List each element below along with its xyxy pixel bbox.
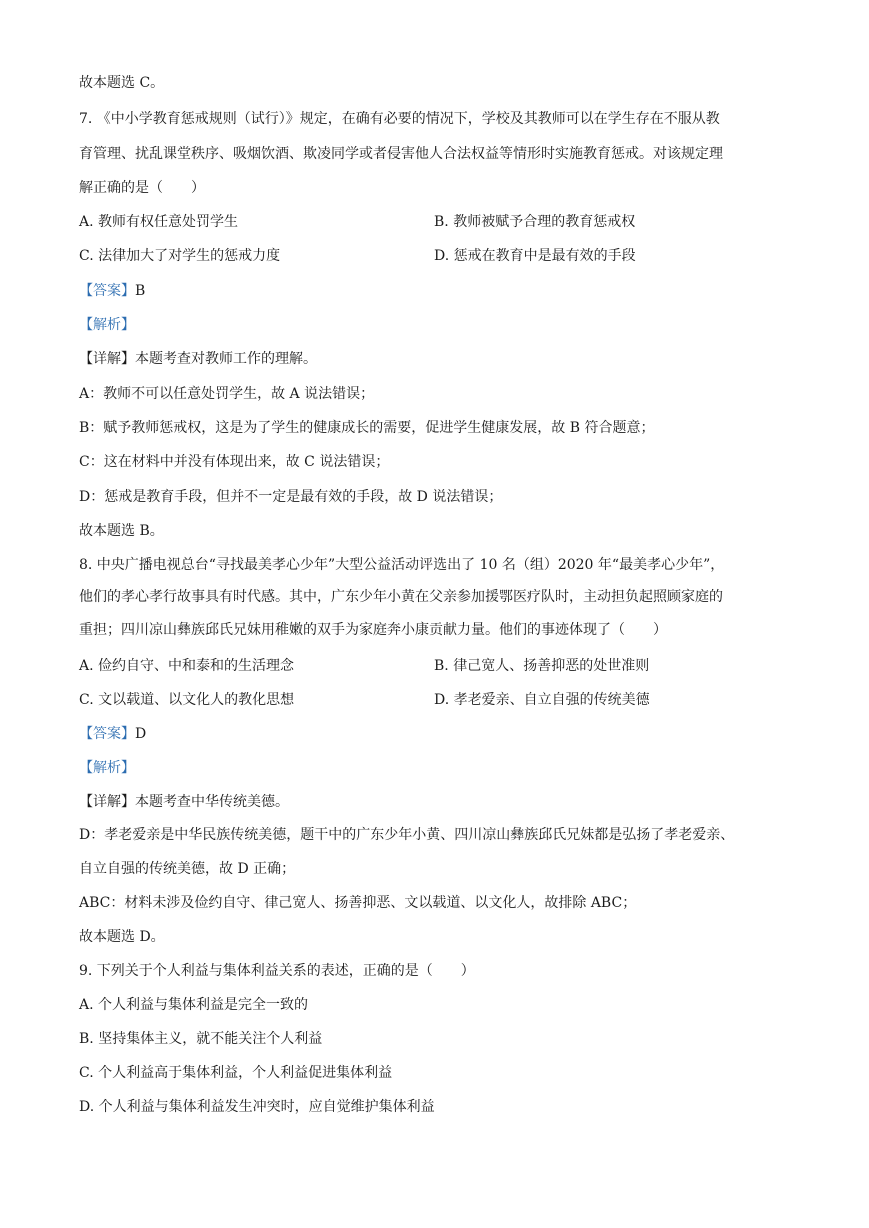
q7-analysis-tag — [79, 315, 135, 335]
q7-answer-value: B — [135, 283, 146, 299]
q8-explanation-d-line2: 自立自强的传统美德，故 D 正确； — [79, 861, 296, 877]
q8-stem-line3: 重担；四川凉山彝族邱氏兄妹用稚嫩的双手为家庭奔小康贡献力量。他们的事迹体现了（ ） — [79, 622, 667, 638]
q8-option-c: C. 文以载道、以文化人的教化思想 — [79, 692, 295, 708]
q8-conclusion: 故本题选 D。 — [79, 929, 165, 945]
q7-option-a: A. 教师有权任意处罚学生 — [79, 214, 239, 230]
q9-stem: 9. 下列关于个人利益与集体利益关系的表述，正确的是（ ） — [79, 963, 475, 979]
q7-explanation-c: C：这在材料中并没有体现出来，故 C 说法错误； — [79, 454, 390, 470]
q8-analysis-tag — [79, 758, 135, 778]
q9-option-c: C. 个人利益高于集体利益，个人利益促进集体利益 — [79, 1065, 393, 1081]
q8-answer — [79, 724, 146, 744]
q7-option-c: C. 法律加大了对学生的惩戒力度 — [79, 248, 281, 264]
q7-stem-line3: 解正确的是（ ） — [79, 180, 205, 196]
q8-explanation-d-line1: D：孝老爱亲是中华民族传统美德，题干中的广东少年小黄、四川凉山彝族邱氏兄妹都是弘扬了孝老爱亲、 — [79, 827, 735, 843]
q7-option-d: D. 惩戒在教育中是最有效的手段 — [434, 248, 636, 264]
q9-option-b: B. 坚持集体主义，就不能关注个人利益 — [79, 1031, 323, 1047]
q7-answer-tag: 【答案】 — [79, 283, 135, 299]
q7-answer — [79, 281, 145, 301]
q8-option-b: B. 律己宽人、扬善抑恶的处世准则 — [434, 658, 650, 674]
q7-conclusion: 故本题选 B。 — [79, 523, 164, 539]
q9-option-a: A. 个人利益与集体利益是完全一致的 — [79, 997, 309, 1013]
q8-analysis-label: 【解析】 — [79, 760, 135, 776]
q9-option-d: D. 个人利益与集体利益发生冲突时，应自觉维护集体利益 — [79, 1099, 435, 1115]
q8-explanation-abc: ABC：材料未涉及俭约自守、律己宽人、扬善抑恶、文以载道、以文化人，故排除 ABC； — [79, 895, 637, 911]
q7-option-b: B. 教师被赋予合理的教育惩戒权 — [434, 214, 636, 230]
q8-stem-line1: 8. 中央广播电视总台“寻找最美孝心少年”大型公益活动评选出了 10 名（组）2020 年“最美孝心少年”， — [79, 557, 725, 573]
q8-option-d: D. 孝老爱亲、自立自强的传统美德 — [434, 692, 650, 708]
q7-explanation-b: B：赋予教师惩戒权，这是为了学生的健康成长的需要，促进学生健康发展，故 B 符合题意； — [79, 420, 655, 436]
prev-conclusion: 故本题选 C。 — [79, 75, 165, 91]
q8-stem-line2: 他们的孝心孝行故事具有时代感。其中，广东少年小黄在父亲参加援鄂医疗队时，主动担负起照顾家庭的 — [79, 589, 723, 605]
q7-stem-line2: 育管理、扰乱课堂秩序、吸烟饮酒、欺凌同学或者侵害他人合法权益等情形时实施教育惩戒。对该规定理 — [79, 146, 723, 162]
q7-explanation-d: D：惩戒是教育手段，但并不一定是最有效的手段，故 D 说法错误； — [79, 489, 503, 505]
q7-stem-line1: 7. 《中小学教育惩戒规则（试行）》规定，在确有必要的情况下，学校及其教师可以在学生存在不服从教 — [79, 111, 720, 127]
q7-explanation-a: A：教师不可以任意处罚学生，故 A 说法错误； — [79, 386, 375, 402]
q7-analysis-label: 【解析】 — [79, 317, 135, 333]
q8-answer-value: D — [135, 726, 147, 742]
q7-detail: 【详解】本题考查对教师工作的理解。 — [79, 351, 317, 367]
q8-answer-tag: 【答案】 — [79, 726, 135, 742]
q8-detail: 【详解】本题考查中华传统美德。 — [79, 794, 289, 810]
q8-option-a: A. 俭约自守、中和泰和的生活理念 — [79, 658, 295, 674]
